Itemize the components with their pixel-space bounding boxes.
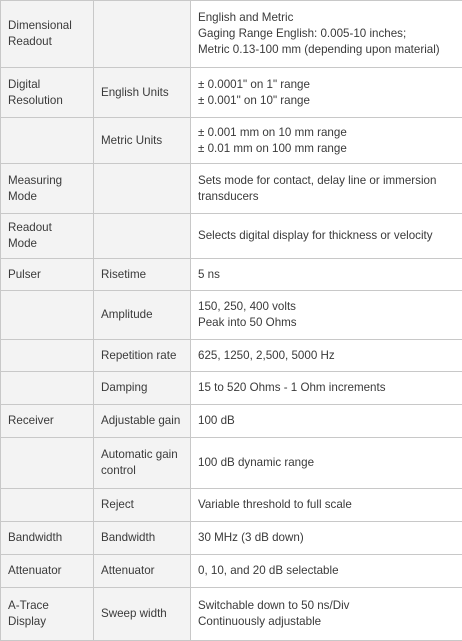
spec-parameter-text: Damping [101, 380, 183, 396]
spec-category-cell [1, 522, 94, 555]
spec-category-text: Resolution [8, 93, 86, 109]
spec-value-text: Peak into 50 Ohms [198, 315, 456, 331]
spec-value-cell [191, 522, 462, 555]
spec-value-text: Sets mode for contact, delay line or immersion [198, 173, 456, 189]
spec-row [1, 164, 462, 214]
spec-value-text: 15 to 520 Ohms - 1 Ohm increments [198, 380, 456, 396]
spec-value-text: Switchable down to 50 ns/Div [198, 598, 456, 614]
spec-value-text: 100 dB [198, 413, 456, 429]
spec-row [1, 118, 462, 164]
spec-category-cell [1, 259, 94, 291]
spec-value-text: 0, 10, and 20 dB selectable [198, 563, 456, 579]
spec-category-text: Attenuator [8, 563, 86, 579]
spec-value-text: ± 0.001 mm on 10 mm range [198, 125, 456, 141]
spec-value-text: ± 0.001" on 10" range [198, 93, 456, 109]
spec-parameter-cell [94, 438, 191, 489]
spec-value-text: Continuously adjustable [198, 614, 456, 630]
spec-category-cell [1, 372, 94, 405]
spec-category-cell [1, 340, 94, 372]
spec-parameter-cell [94, 489, 191, 522]
spec-row [1, 259, 462, 291]
spec-row [1, 405, 462, 438]
spec-row [1, 291, 462, 340]
spec-value-text: 150, 250, 400 volts [198, 299, 456, 315]
spec-parameter-text: Repetition rate [101, 348, 183, 364]
spec-table-body [1, 1, 462, 641]
spec-parameter-text: Adjustable gain [101, 413, 183, 429]
spec-category-cell [1, 405, 94, 438]
spec-category-cell [1, 555, 94, 588]
spec-category-text: Display [8, 614, 86, 630]
spec-value-text: 100 dB dynamic range [198, 455, 456, 471]
spec-row [1, 489, 462, 522]
spec-category-text: Mode [8, 189, 86, 205]
spec-row [1, 372, 462, 405]
spec-category-cell [1, 588, 94, 641]
spec-parameter-cell [94, 588, 191, 641]
spec-value-cell [191, 372, 462, 405]
spec-category-cell [1, 118, 94, 164]
spec-value-text: English and Metric [198, 10, 456, 26]
spec-parameter-text: Sweep width [101, 606, 183, 622]
spec-parameter-text: Risetime [101, 267, 183, 283]
spec-value-text: Selects digital display for thickness or velocity [198, 228, 456, 244]
spec-value-text: transducers [198, 189, 456, 205]
spec-value-cell [191, 259, 462, 291]
spec-value-cell [191, 340, 462, 372]
spec-parameter-text: Attenuator [101, 563, 183, 579]
spec-parameter-cell [94, 291, 191, 340]
spec-row [1, 522, 462, 555]
spec-row [1, 555, 462, 588]
spec-category-text: Mode [8, 236, 86, 252]
spec-parameter-text: Reject [101, 497, 183, 513]
spec-category-cell [1, 489, 94, 522]
spec-value-cell [191, 214, 462, 259]
spec-category-text: Bandwidth [8, 530, 86, 546]
spec-row [1, 340, 462, 372]
spec-parameter-text: Automatic gain [101, 447, 183, 463]
spec-parameter-text: Bandwidth [101, 530, 183, 546]
spec-value-cell [191, 164, 462, 214]
spec-category-cell [1, 214, 94, 259]
spec-value-cell [191, 405, 462, 438]
spec-value-text: ± 0.01 mm on 100 mm range [198, 141, 456, 157]
spec-value-cell [191, 68, 462, 118]
spec-parameter-cell [94, 214, 191, 259]
spec-row [1, 68, 462, 118]
spec-category-text: Measuring [8, 173, 86, 189]
spec-value-text: 625, 1250, 2,500, 5000 Hz [198, 348, 456, 364]
spec-category-text: Digital [8, 77, 86, 93]
spec-parameter-text: Metric Units [101, 133, 183, 149]
spec-parameter-text: English Units [101, 85, 183, 101]
spec-parameter-text: Amplitude [101, 307, 183, 323]
spec-category-cell [1, 68, 94, 118]
spec-value-cell [191, 438, 462, 489]
spec-row [1, 214, 462, 259]
spec-value-cell [191, 588, 462, 641]
spec-category-text: Readout [8, 34, 86, 50]
spec-parameter-cell [94, 340, 191, 372]
spec-value-cell [191, 291, 462, 340]
spec-category-cell [1, 164, 94, 214]
spec-value-text: Gaging Range English: 0.005-10 inches; [198, 26, 456, 42]
spec-category-text: Pulser [8, 267, 86, 283]
spec-row [1, 1, 462, 68]
spec-value-cell [191, 1, 462, 68]
spec-category-text: A-Trace [8, 598, 86, 614]
spec-value-text: Metric 0.13-100 mm (depending upon material) [198, 42, 456, 58]
spec-value-cell [191, 118, 462, 164]
spec-value-text: ± 0.0001" on 1" range [198, 77, 456, 93]
spec-parameter-text: control [101, 463, 183, 479]
spec-category-cell [1, 1, 94, 68]
spec-row [1, 438, 462, 489]
spec-value-text: 30 MHz (3 dB down) [198, 530, 456, 546]
spec-parameter-cell [94, 522, 191, 555]
spec-category-text: Receiver [8, 413, 86, 429]
spec-parameter-cell [94, 259, 191, 291]
spec-category-text: Readout [8, 220, 86, 236]
spec-parameter-cell [94, 1, 191, 68]
spec-value-cell [191, 555, 462, 588]
spec-parameter-cell [94, 405, 191, 438]
spec-parameter-cell [94, 372, 191, 405]
spec-parameter-cell [94, 68, 191, 118]
spec-category-cell [1, 438, 94, 489]
spec-row [1, 588, 462, 641]
spec-parameter-cell [94, 555, 191, 588]
spec-value-cell [191, 489, 462, 522]
spec-parameter-cell [94, 164, 191, 214]
spec-category-text: Dimensional [8, 18, 86, 34]
spec-value-text: 5 ns [198, 267, 456, 283]
spec-category-cell [1, 291, 94, 340]
spec-value-text: Variable threshold to full scale [198, 497, 456, 513]
spec-parameter-cell [94, 118, 191, 164]
